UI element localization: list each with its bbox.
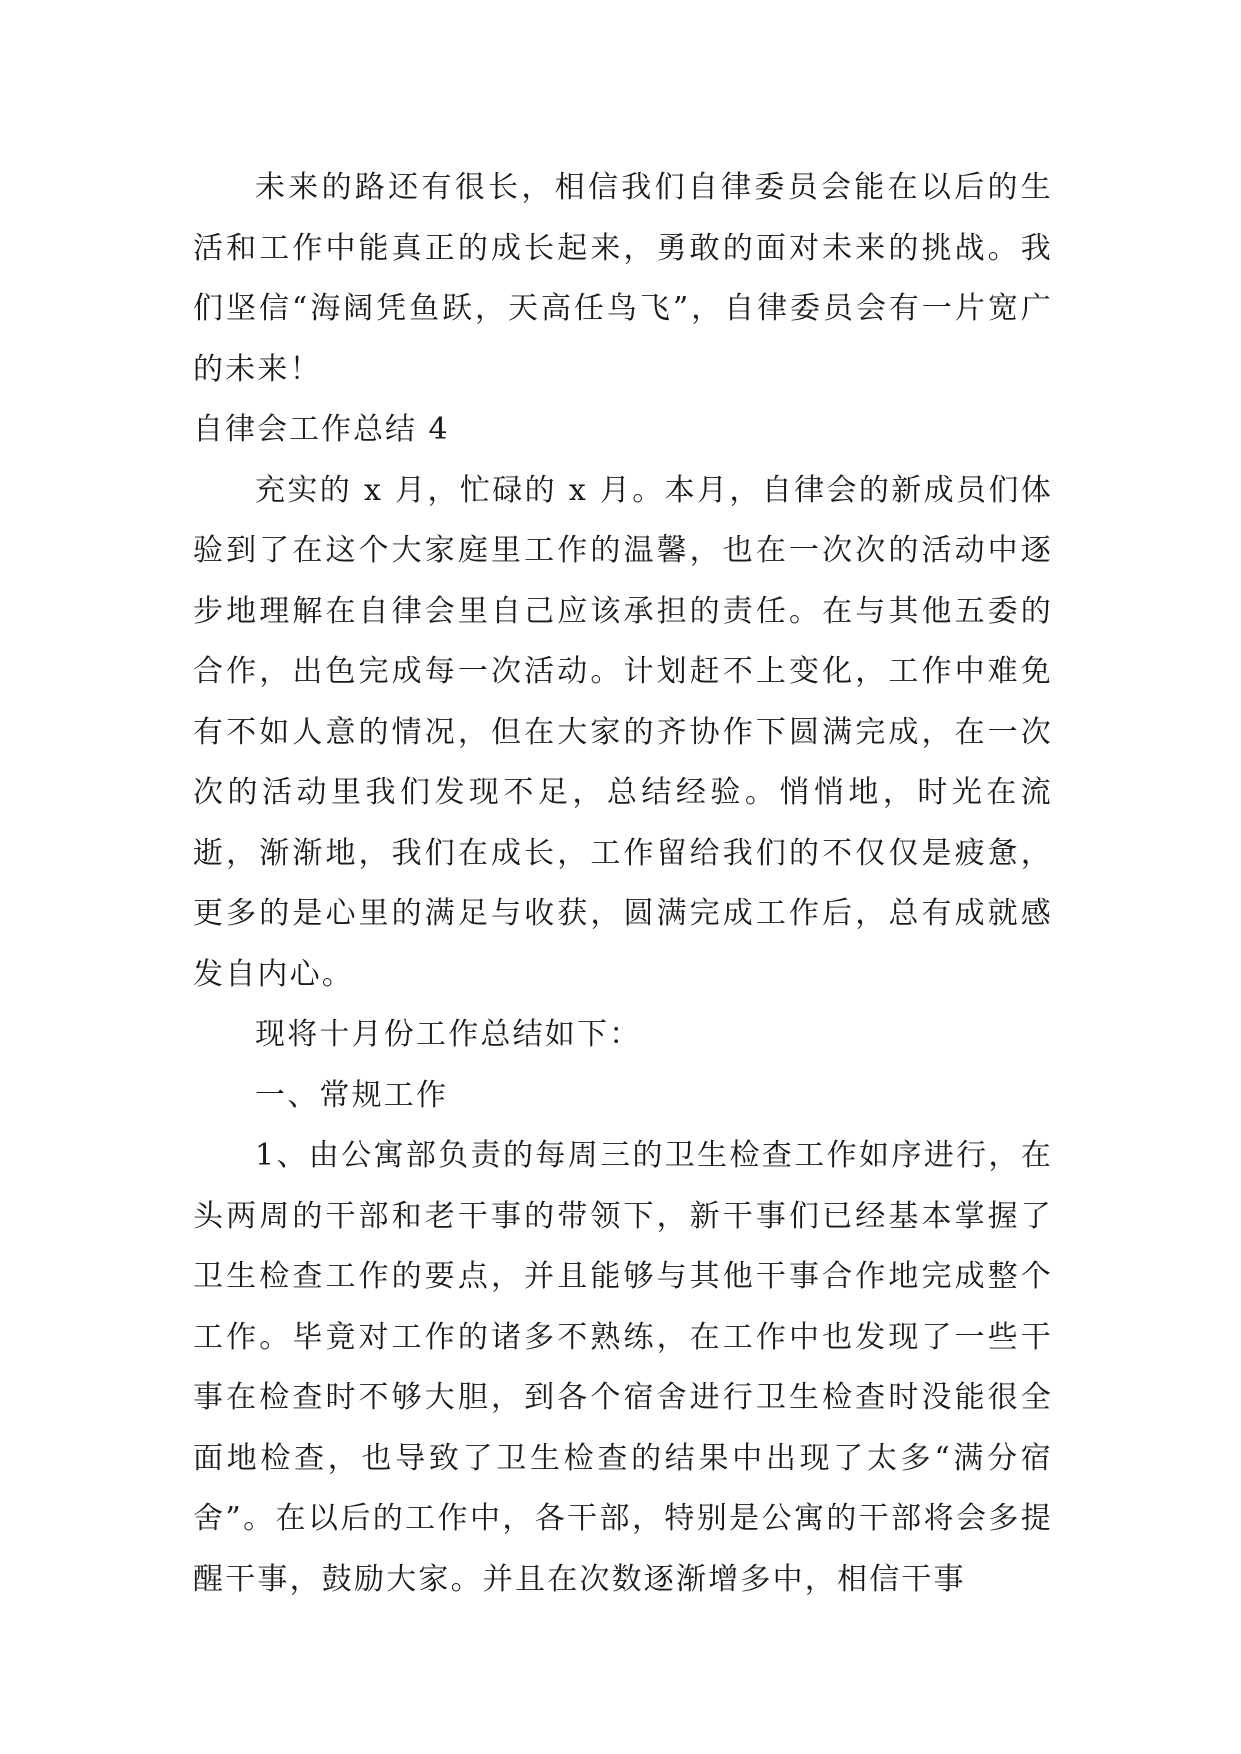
- subheading-routine-work: 一、常规工作: [255, 1077, 449, 1113]
- section-heading-summary-4: 自律会工作总结 4: [193, 412, 450, 447]
- paragraph-future-outlook: 未来的路还有很长，相信我们自律委员会能在以后的生活和工作中能真正的成长起来，勇敢的面对未来的挑战。我们坚信“海阔凭鱼跃，天高任鸟飞”，自律委员会有一片宽广的未来！: [193, 170, 1053, 387]
- paragraph-month-review: 充实的 x 月，忙碌的 x 月。本月，自律会的新成员们体验到了在这个大家庭里工作的温馨，也在一次次的活动中逐步地理解在自律会里自己应该承担的责任。在与其他五委的合作，出色完成每一次活动。计划赶不上变化，工作中难免有不如人意的情况，但在大家的齐协作下圆满完成，在一次次的活动里我们发现不足，总结经验。悄悄地，时光在流逝，渐渐地，我们在成长，工作留给我们的不仅仅是疲惫，更多的是心里的满足与收获，圆满完成工作后，总有成就感发自内心。: [193, 472, 1053, 992]
- paragraph-summary-intro: 现将十月份工作总结如下：: [255, 1017, 642, 1052]
- document-body: [193, 158, 1053, 1610]
- paragraph-hygiene-inspection: 1、由公寓部负责的每周三的卫生检查工作如序进行，在头两周的干部和老干事的带领下，新干事们已经基本掌握了卫生检查工作的要点，并且能够与其他干事合作地完成整个工作。毕竟对工作的诸多不熟练，在工作中也发现了一些干事在检查时不够大胆，到各个宿舍进行卫生检查时没能很全面地检查，也导致了卫生检查的结果中出现了太多“满分宿舍”。在以后的工作中，各干部，特别是公寓的干部将会多提醒干事，鼓励大家。并且在次数逐渐增多中，相信干事: [193, 1138, 1053, 1597]
